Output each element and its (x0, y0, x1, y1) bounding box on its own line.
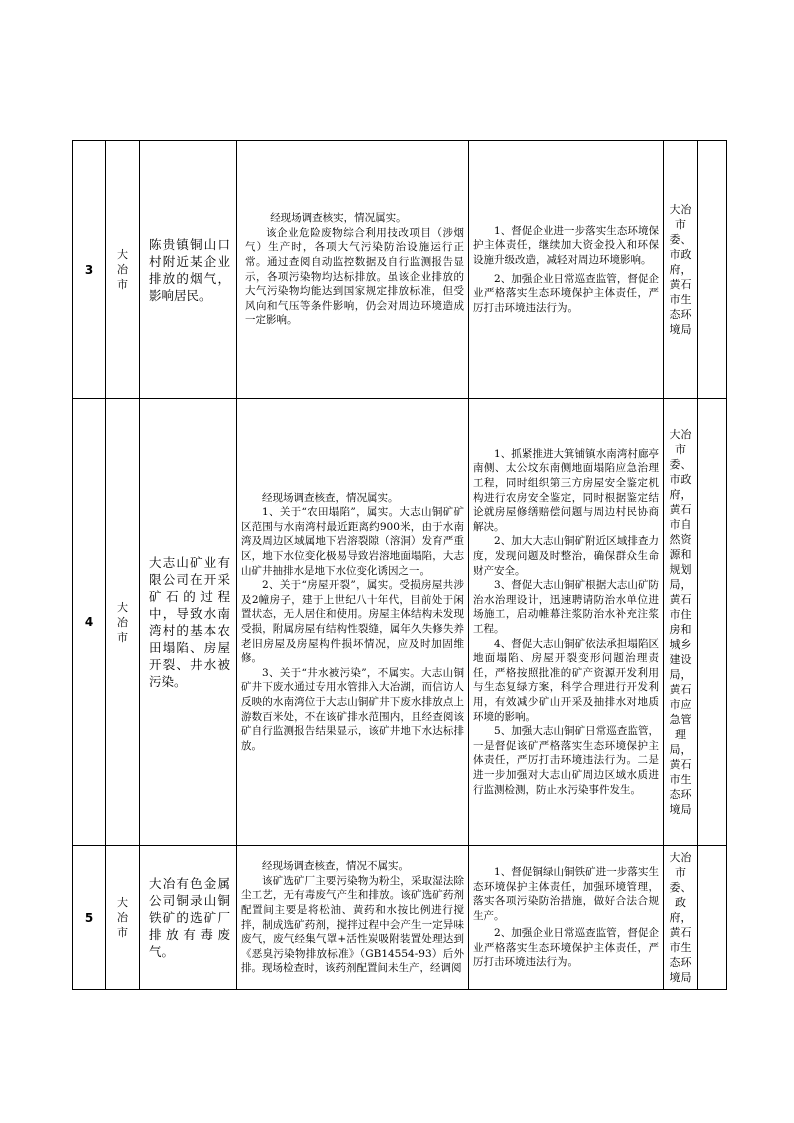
area-cell (106, 846, 140, 990)
measures-cell (469, 846, 664, 990)
measure-item: 5、加强大志山铜矿日常巡查监管，一是督促该矿严格落实生态环境保护主体责任，严厉打击环境违法行为。二是进一步加强对大志山矿周边区域水质进行监测检测，防止水污染事件发生。 (473, 725, 659, 796)
area-cell (106, 399, 140, 846)
row-number: 3 (73, 141, 106, 399)
area-cell (106, 141, 140, 399)
measure-item: 1、督促企业进一步落实生态环境保护主体责任，继续加大资金投入和环保设施升级改造，减轻对周边环境影响。 (473, 224, 659, 266)
investigation-cell (237, 846, 469, 990)
investigation-paragraph: 该企业危险废物综合利用技改项目（涉烟气）生产时，各项大气污染防治设施运行正常。通过查阅自动监控数据及自行监测报告显示，各项污染物均达标排放。虽该企业排放的大气污染物均能达到国家规定排放标准，但受风向和气压等条件影响，仍会对周边环境造成一定影响。 (245, 226, 464, 327)
issue-text: 大志山矿业有限公司在开采矿石的过程中，导致水南湾村的基本农田塌陷、房屋开裂、井水被污染。 (149, 555, 230, 689)
investigation-paragraph: 3、关于“井水被污染”，不属实。大志山铜矿井下废水通过专用水管排入大冶湖，而信访人反映的水南湾位于大志山铜矿井下废水排放点上游数百米处，不在该矿排水范围内，且经查阅该矿自行监测报告结果显示，该矿井地下水达标排放。 (241, 666, 464, 752)
area-text: 大冶市 (117, 248, 128, 291)
dept-cell (664, 399, 698, 846)
measure-item: 1、督促铜绿山铜铁矿进一步落实生态环境保护主体责任，加强环境管理，落实各项污染防治措施，做好合法合规生产。 (473, 865, 659, 922)
measure-item: 2、加强企业日常巡查监管，督促企业严格落实生态环境保护主体责任，严厉打击环境违法行为。 (473, 272, 659, 314)
investigation-paragraph: 2、关于“房屋开裂”，属实。受损房屋共涉及2幢房子，建于上世纪八十年代，目前处于闲置状态，无人居住和使用。房屋主体结构未发现受损，附属房屋有结构性裂缝，属年久失修失养老旧房屋及房屋构件损坏情况，应及时加固维修。 (241, 579, 464, 665)
issue-cell (140, 399, 237, 846)
measure-item: 4、督促大志山铜矿依法承担塌陷区地面塌陷、房屋开裂变形问题治理责任，严格按照批准的矿产资源开发利用与生态复绿方案，科学合理进行开发利用，有效减少矿山开采及抽排水对地质环境的影响。 (473, 637, 659, 723)
dept-text: 大冶市委、市政府，黄石市生态环境局 (669, 203, 692, 336)
dept-text: 大冶市委、市政府，黄石市自然资源和规划局，黄石市住房和城乡建设局，黄石市应急管理局，黄石市生态环境局 (669, 428, 692, 816)
investigation-paragraph: 经现场调查核查，情况不属实。 (262, 860, 409, 873)
row-number: 5 (73, 846, 106, 990)
issue-cell (140, 141, 237, 399)
dept-text: 大冶市委、政府，黄石市生态环境局 (669, 851, 692, 984)
remark-cell (698, 141, 727, 399)
remark-cell (698, 399, 727, 846)
measure-item: 2、加强企业日常巡查监管，督促企业严格落实生态环境保护主体责任，严厉打击环境违法行为。 (473, 927, 659, 969)
measures-cell (469, 399, 664, 846)
investigation-paragraph: 1、关于“农田塌陷”，属实。大志山铜矿矿区范围与水南湾村最近距离约900米，由于水南湾及周边区域属地下岩溶裂隙（溶洞）发育严重区，地下水位变化极易导致岩溶地面塌陷，大志山矿井抽排水是地下水位变化诱因之一。 (241, 506, 464, 577)
area-text: 大冶市 (117, 600, 128, 644)
measure-item: 3、督促大志山铜矿根据大志山矿防治水治理设计，迅速聘请防治水单位进场施工，启动帷幕注浆防治水补充注浆工程。 (473, 579, 659, 635)
measure-item: 1、抓紧推进大箕铺镇水南湾村廊亭南侧、太公坟东南侧地面塌陷应急治理工程，同时组织第三方房屋安全鉴定机构进行农房安全鉴定，同时根据鉴定结论就房屋修缮赔偿问题与周边村民协商解决。 (473, 447, 659, 533)
investigation-paragraph: 经现场调查核查，情况属实。 (262, 491, 399, 504)
issue-cell (140, 846, 237, 990)
complaint-table (72, 140, 727, 990)
investigation-cell (237, 399, 469, 846)
issue-text: 大冶有色金属公司铜录山铜铁矿的选矿厂排放有毒废气。 (149, 876, 230, 959)
table-row (73, 399, 727, 846)
measures-cell (469, 141, 664, 399)
table-row (73, 141, 727, 399)
investigation-paragraph: 经现场调查核实，情况属实。 (270, 212, 407, 225)
area-text: 大冶市 (117, 896, 128, 939)
measure-item: 2、加大大志山铜矿附近区域排查力度，发现问题及时整治，确保群众生命财产安全。 (473, 535, 659, 577)
investigation-paragraph: 该矿选矿厂主要污染物为粉尘，采取湿法除尘工艺，无有毒废气产生和排放。该矿选矿药剂配置间主要是将松油、黄药和水按比例进行搅拌，制成选矿药剂，搅拌过程中会产生一定异味废气，废气经集气罩+活性炭吸附装置处理达到《恶臭污染物排放标准》（GB14554-93）后外排。现场检查时，该药剂配置间未生产，经调阅 (241, 874, 464, 975)
issue-text: 陈贵镇铜山口村附近某企业排放的烟气，影响居民。 (149, 236, 230, 303)
table-row (73, 846, 727, 990)
remark-cell (698, 846, 727, 990)
dept-cell (664, 141, 698, 399)
dept-cell (664, 846, 698, 990)
row-number: 4 (73, 399, 106, 846)
investigation-cell (237, 141, 469, 399)
